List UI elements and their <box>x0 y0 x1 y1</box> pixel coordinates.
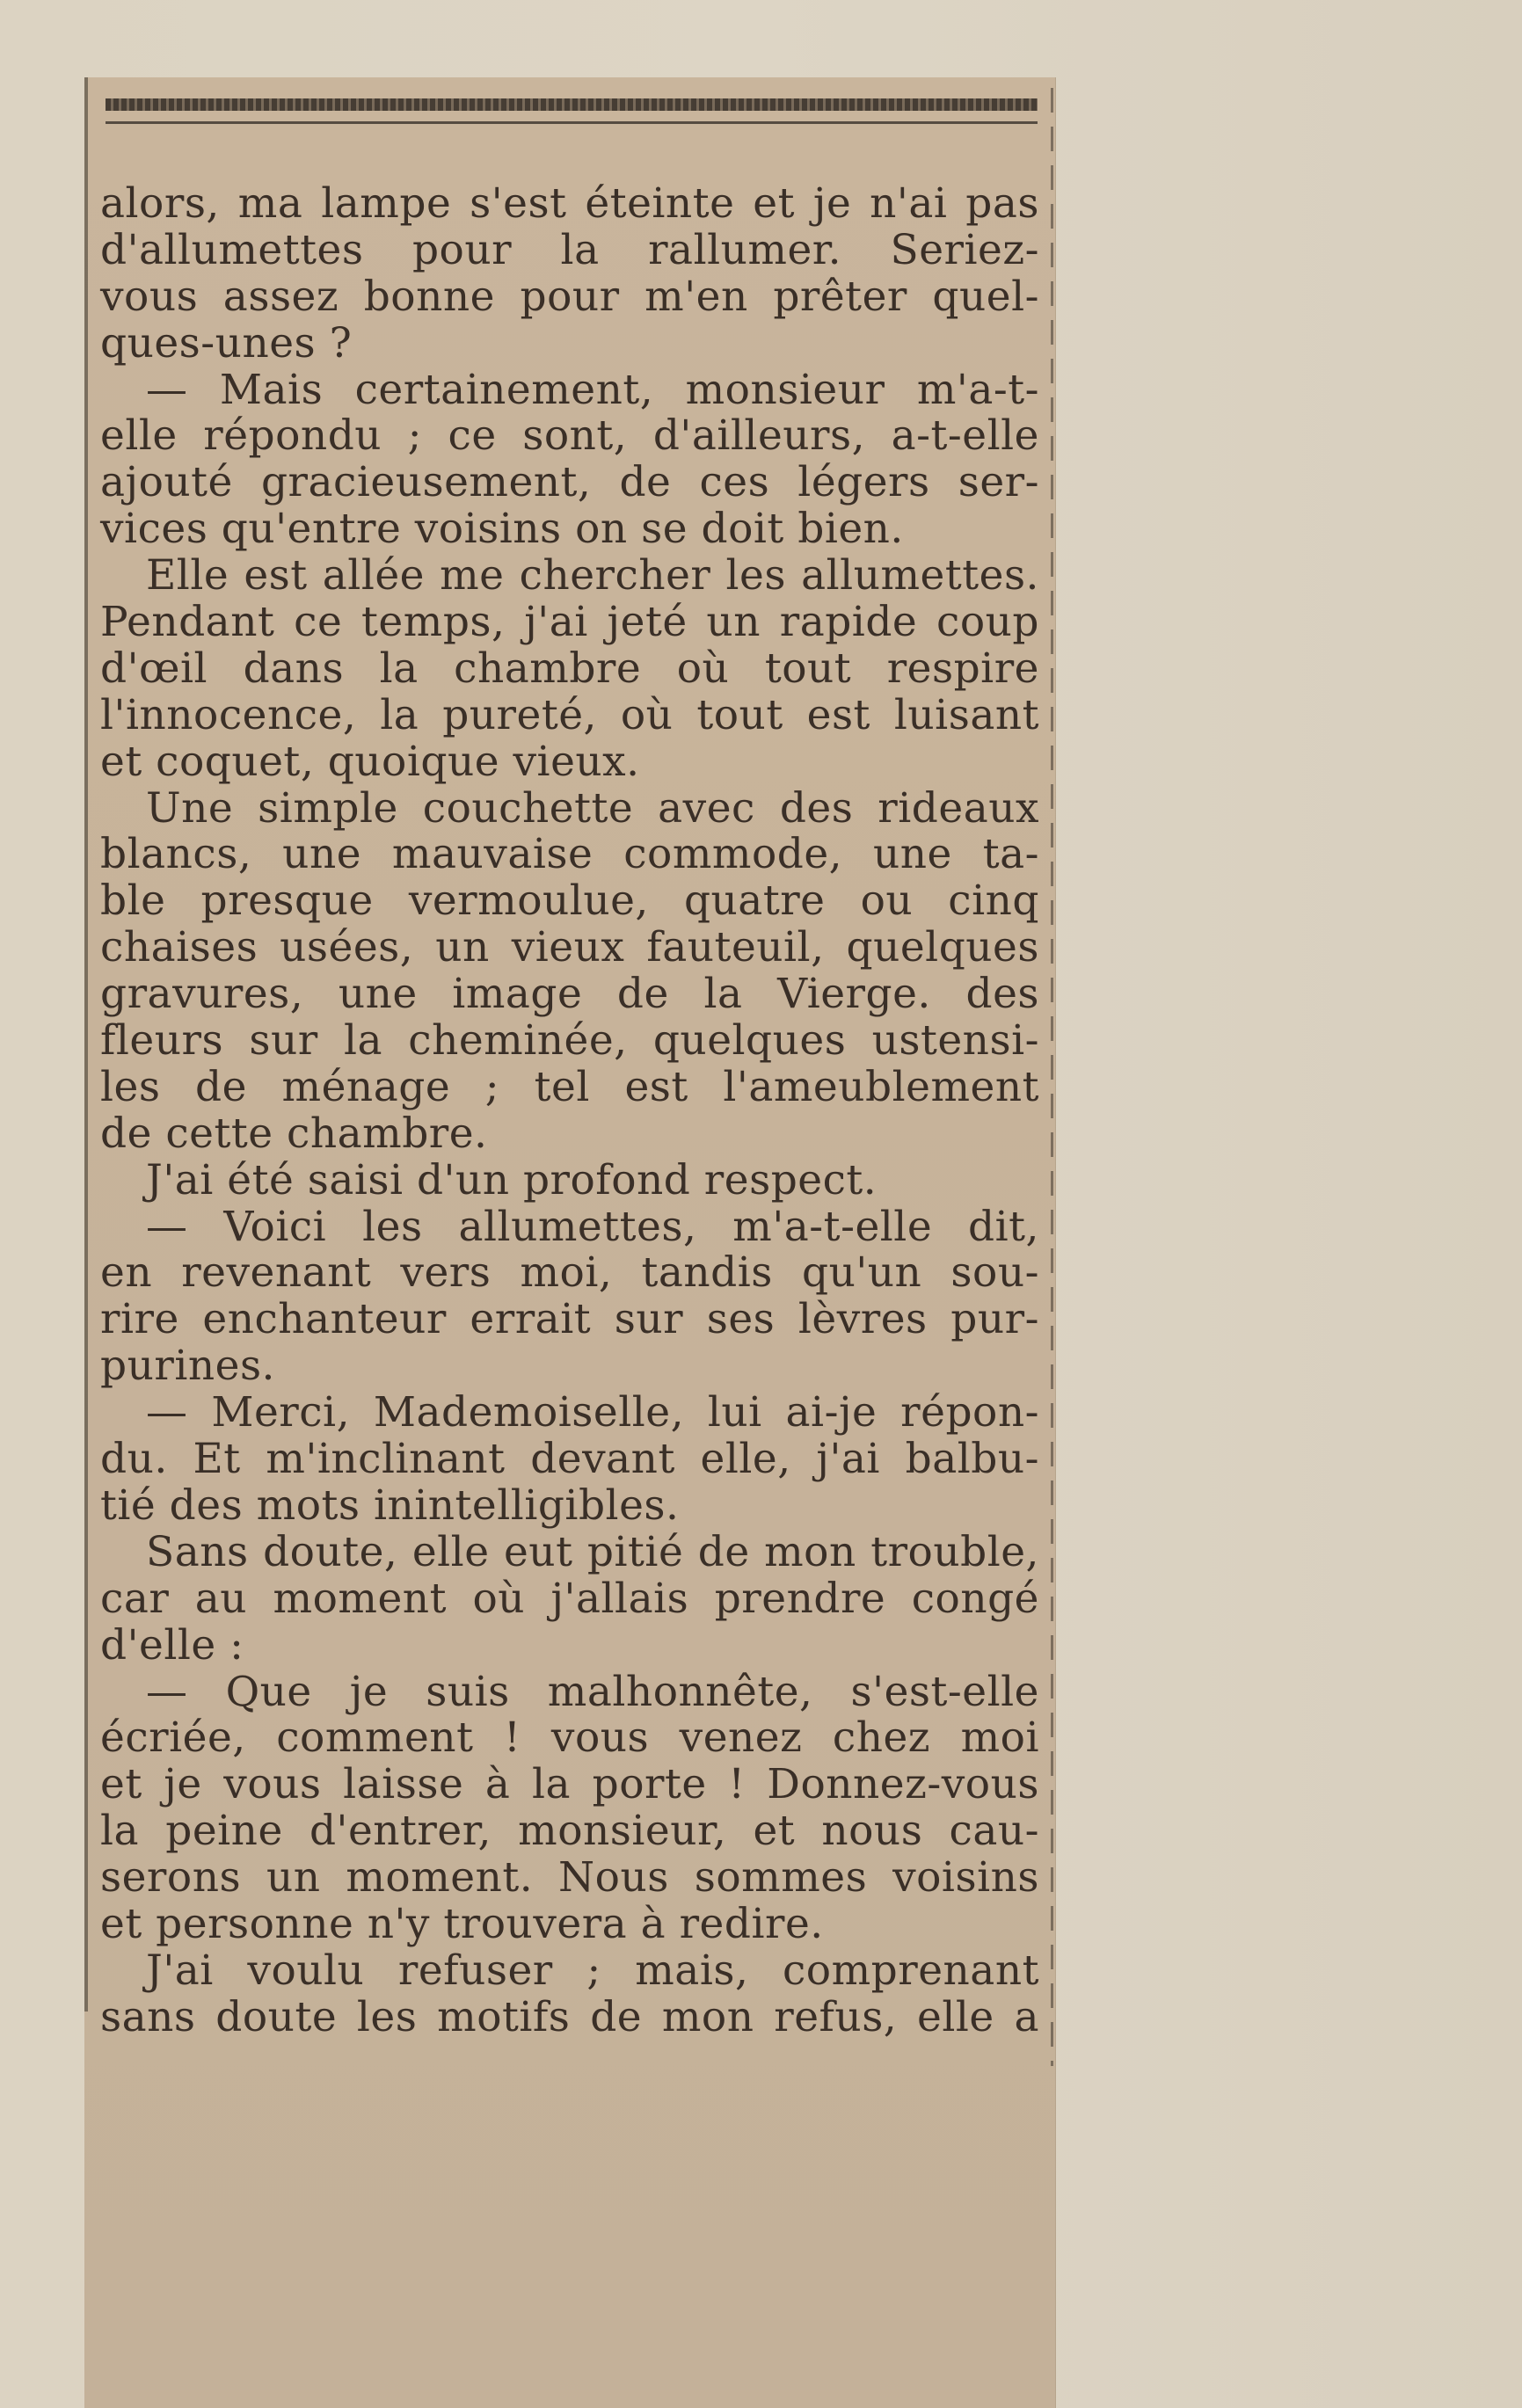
text-line: blancs, une mauvaise commode, une ta- <box>100 830 1039 879</box>
header-rule-line <box>106 121 1038 124</box>
text-line: — Merci, Mademoiselle, lui ai-je répon- <box>146 1388 1039 1437</box>
text-line: et je vous laisse à la porte ! Donnez-vous <box>100 1760 1039 1809</box>
text-line: J'ai été saisi d'un profond respect. <box>146 1155 878 1204</box>
text-line: l'innocence, la pureté, où tout est luisant <box>100 690 1039 739</box>
text-line: elle répondu ; ce sont, d'ailleurs, a-t-elle <box>100 411 1039 461</box>
text-line: — Que je suis malhonnête, s'est-elle <box>146 1667 1039 1716</box>
text-line: et personne n'y trouvera à redire. <box>100 1899 824 1948</box>
text-line: les de ménage ; tel est l'ameublement <box>100 1062 1039 1111</box>
text-line: car au moment où j'allais prendre congé <box>100 1574 1039 1623</box>
text-line: tié des mots inintelligibles. <box>100 1480 680 1530</box>
text-line: sans doute les motifs de mon refus, elle a <box>100 1992 1039 2041</box>
article-text-column <box>100 181 1039 2041</box>
text-line: ble presque vermoulue, quatre ou cinq <box>100 877 1039 926</box>
text-line: — Mais certainement, monsieur m'a-t- <box>146 365 1039 414</box>
text-line: écriée, comment ! vous venez chez moi <box>100 1713 1039 1763</box>
text-line: Sans doute, elle eut pitié de mon trouble, <box>146 1527 1039 1576</box>
text-line: Une simple couchette avec des rideaux <box>146 783 1039 833</box>
text-line: et coquet, quoique vieux. <box>100 737 640 786</box>
text-line: ques-unes ? <box>100 318 353 367</box>
text-line: de cette chambre. <box>100 1109 488 1158</box>
clipping-left-edge <box>84 77 88 2012</box>
text-line: vous assez bonne pour m'en prêter quel- <box>100 272 1039 321</box>
text-line: Pendant ce temps, j'ai jeté un rapide coup <box>100 598 1039 647</box>
clipping-right-edge <box>1051 88 1053 2066</box>
text-line: d'allumettes pour la rallumer. Seriez- <box>100 225 1039 274</box>
text-line: J'ai voulu refuser ; mais, comprenant <box>146 1946 1039 1995</box>
text-line: alors, ma lampe s'est éteinte et je n'ai pas <box>100 179 1039 228</box>
text-line: chaises usées, un vieux fauteuil, quelques <box>100 923 1039 972</box>
text-line: en revenant vers moi, tandis qu'un sou- <box>100 1248 1039 1298</box>
text-line: la peine d'entrer, monsieur, et nous cau- <box>100 1807 1039 1856</box>
text-line: serons un moment. Nous sommes voisins <box>100 1853 1039 1902</box>
text-line: purines. <box>100 1342 275 1391</box>
text-line: Elle est allée me chercher les allumettes. <box>146 551 1039 600</box>
header-rule-band <box>106 98 1038 111</box>
text-line: d'œil dans la chambre où tout respire <box>100 644 1039 693</box>
text-line: vices qu'entre voisins on se doit bien. <box>100 505 904 554</box>
text-line: — Voici les allumettes, m'a-t-elle dit, <box>146 1202 1039 1251</box>
text-line: fleurs sur la cheminée, quelques ustensi- <box>100 1016 1039 1066</box>
text-line: du. Et m'inclinant devant elle, j'ai balbu- <box>100 1435 1039 1484</box>
text-line: ajouté gracieusement, de ces légers ser- <box>100 458 1039 507</box>
text-line: rire enchanteur errait sur ses lèvres pur- <box>100 1295 1039 1344</box>
text-line: d'elle : <box>100 1620 244 1670</box>
text-line: gravures, une image de la Vierge. des <box>100 970 1039 1019</box>
